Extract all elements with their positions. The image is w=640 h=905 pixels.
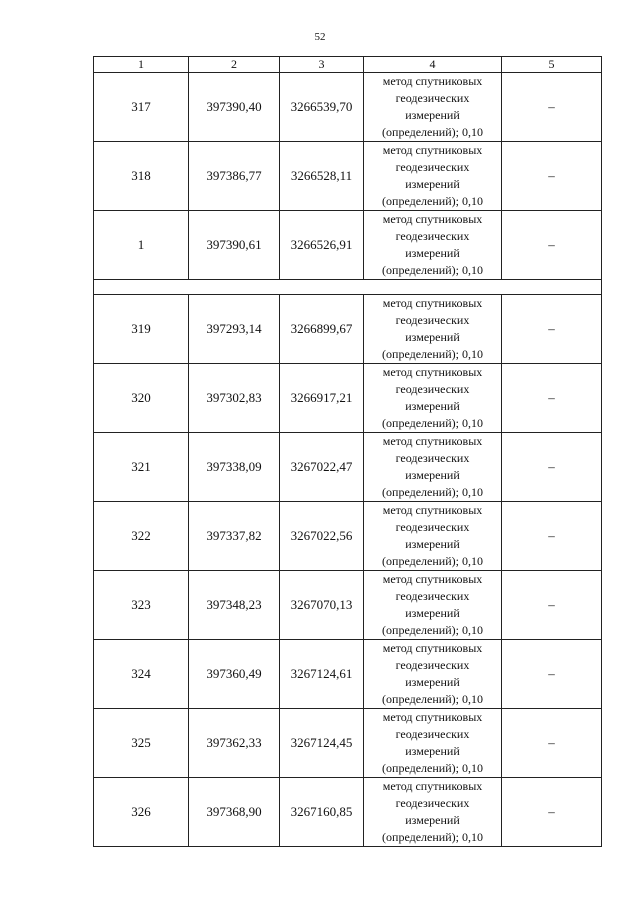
x-coordinate-cell: 397293,14 <box>189 295 280 364</box>
method-line: геодезических <box>395 313 470 327</box>
method-line: геодезических <box>395 796 470 810</box>
description-cell: – <box>502 778 602 847</box>
table-body <box>94 73 602 847</box>
y-coordinate-cell: 3266899,67 <box>280 295 364 364</box>
method-line: (определений); 0,10 <box>382 263 483 277</box>
x-coordinate-cell: 397368,90 <box>189 778 280 847</box>
method-line: метод спутниковых <box>382 779 483 793</box>
method-line: метод спутниковых <box>382 572 483 586</box>
method-line: геодезических <box>395 589 470 603</box>
method-cell <box>364 640 502 709</box>
method-line: метод спутниковых <box>382 296 483 310</box>
description-cell: – <box>502 295 602 364</box>
method-cell <box>364 778 502 847</box>
method-line: измерений <box>405 399 460 413</box>
header-col-3: 3 <box>280 57 364 73</box>
table-row <box>94 502 602 571</box>
method-line: метод спутниковых <box>382 365 483 379</box>
y-coordinate-cell: 3266917,21 <box>280 364 364 433</box>
method-line: измерений <box>405 537 460 551</box>
x-coordinate-cell: 397338,09 <box>189 433 280 502</box>
point-number-cell: 317 <box>94 73 189 142</box>
method-line: (определений); 0,10 <box>382 554 483 568</box>
description-cell: – <box>502 211 602 280</box>
y-coordinate-cell: 3266539,70 <box>280 73 364 142</box>
page-number: 52 <box>314 31 326 43</box>
method-line: геодезических <box>395 91 470 105</box>
header-col-1: 1 <box>94 57 189 73</box>
y-coordinate-cell: 3267070,13 <box>280 571 364 640</box>
method-cell <box>364 433 502 502</box>
method-line: измерений <box>405 246 460 260</box>
method-line: измерений <box>405 330 460 344</box>
method-cell <box>364 364 502 433</box>
x-coordinate-cell: 397337,82 <box>189 502 280 571</box>
table-row <box>94 709 602 778</box>
method-cell <box>364 73 502 142</box>
separator-cell <box>94 280 602 295</box>
y-coordinate-cell: 3267124,61 <box>280 640 364 709</box>
point-number-cell: 325 <box>94 709 189 778</box>
method-line: (определений); 0,10 <box>382 623 483 637</box>
description-cell: – <box>502 433 602 502</box>
description-cell: – <box>502 364 602 433</box>
x-coordinate-cell: 397362,33 <box>189 709 280 778</box>
table-row <box>94 211 602 280</box>
method-cell <box>364 211 502 280</box>
table-row <box>94 295 602 364</box>
table-row <box>94 142 602 211</box>
method-cell <box>364 709 502 778</box>
point-number-cell: 323 <box>94 571 189 640</box>
y-coordinate-cell: 3267022,56 <box>280 502 364 571</box>
x-coordinate-cell: 397386,77 <box>189 142 280 211</box>
y-coordinate-cell: 3267124,45 <box>280 709 364 778</box>
x-coordinate-cell: 397360,49 <box>189 640 280 709</box>
method-line: геодезических <box>395 229 470 243</box>
x-coordinate-cell: 397390,61 <box>189 211 280 280</box>
method-line: (определений); 0,10 <box>382 194 483 208</box>
method-line: (определений); 0,10 <box>382 125 483 139</box>
method-line: измерений <box>405 813 460 827</box>
point-number-cell: 318 <box>94 142 189 211</box>
table-row <box>94 778 602 847</box>
method-line: измерений <box>405 108 460 122</box>
x-coordinate-cell: 397302,83 <box>189 364 280 433</box>
header-col-2: 2 <box>189 57 280 73</box>
method-line: геодезических <box>395 520 470 534</box>
method-line: (определений); 0,10 <box>382 347 483 361</box>
method-line: геодезических <box>395 382 470 396</box>
method-line: геодезических <box>395 451 470 465</box>
description-cell: – <box>502 640 602 709</box>
point-number-cell: 326 <box>94 778 189 847</box>
method-cell <box>364 502 502 571</box>
description-cell: – <box>502 73 602 142</box>
method-line: геодезических <box>395 160 470 174</box>
method-cell <box>364 142 502 211</box>
y-coordinate-cell: 3266528,11 <box>280 142 364 211</box>
method-cell <box>364 571 502 640</box>
point-number-cell: 320 <box>94 364 189 433</box>
point-number-cell: 319 <box>94 295 189 364</box>
method-line: метод спутниковых <box>382 74 483 88</box>
description-cell: – <box>502 571 602 640</box>
point-number-cell: 322 <box>94 502 189 571</box>
method-line: измерений <box>405 177 460 191</box>
description-cell: – <box>502 709 602 778</box>
header-col-5: 5 <box>502 57 602 73</box>
method-line: метод спутниковых <box>382 434 483 448</box>
method-line: (определений); 0,10 <box>382 485 483 499</box>
table-row <box>94 73 602 142</box>
method-line: измерений <box>405 744 460 758</box>
method-line: метод спутниковых <box>382 503 483 517</box>
method-line: метод спутниковых <box>382 143 483 157</box>
y-coordinate-cell: 3267160,85 <box>280 778 364 847</box>
point-number-cell: 1 <box>94 211 189 280</box>
method-line: измерений <box>405 675 460 689</box>
header-col-4: 4 <box>364 57 502 73</box>
method-line: метод спутниковых <box>382 641 483 655</box>
point-number-cell: 324 <box>94 640 189 709</box>
method-line: геодезических <box>395 658 470 672</box>
table-header-row <box>94 57 602 73</box>
x-coordinate-cell: 397348,23 <box>189 571 280 640</box>
x-coordinate-cell: 397390,40 <box>189 73 280 142</box>
method-line: измерений <box>405 468 460 482</box>
method-line: (определений); 0,10 <box>382 830 483 844</box>
y-coordinate-cell: 3266526,91 <box>280 211 364 280</box>
method-line: (определений); 0,10 <box>382 761 483 775</box>
point-number-cell: 321 <box>94 433 189 502</box>
table-row <box>94 364 602 433</box>
table-row <box>94 640 602 709</box>
table-row <box>94 433 602 502</box>
method-line: измерений <box>405 606 460 620</box>
table-row <box>94 571 602 640</box>
method-cell <box>364 295 502 364</box>
method-line: (определений); 0,10 <box>382 416 483 430</box>
y-coordinate-cell: 3267022,47 <box>280 433 364 502</box>
method-line: геодезических <box>395 727 470 741</box>
method-line: (определений); 0,10 <box>382 692 483 706</box>
section-separator-row <box>94 280 602 295</box>
coordinates-table <box>93 56 602 847</box>
description-cell: – <box>502 502 602 571</box>
method-line: метод спутниковых <box>382 212 483 226</box>
description-cell: – <box>502 142 602 211</box>
method-line: метод спутниковых <box>382 710 483 724</box>
